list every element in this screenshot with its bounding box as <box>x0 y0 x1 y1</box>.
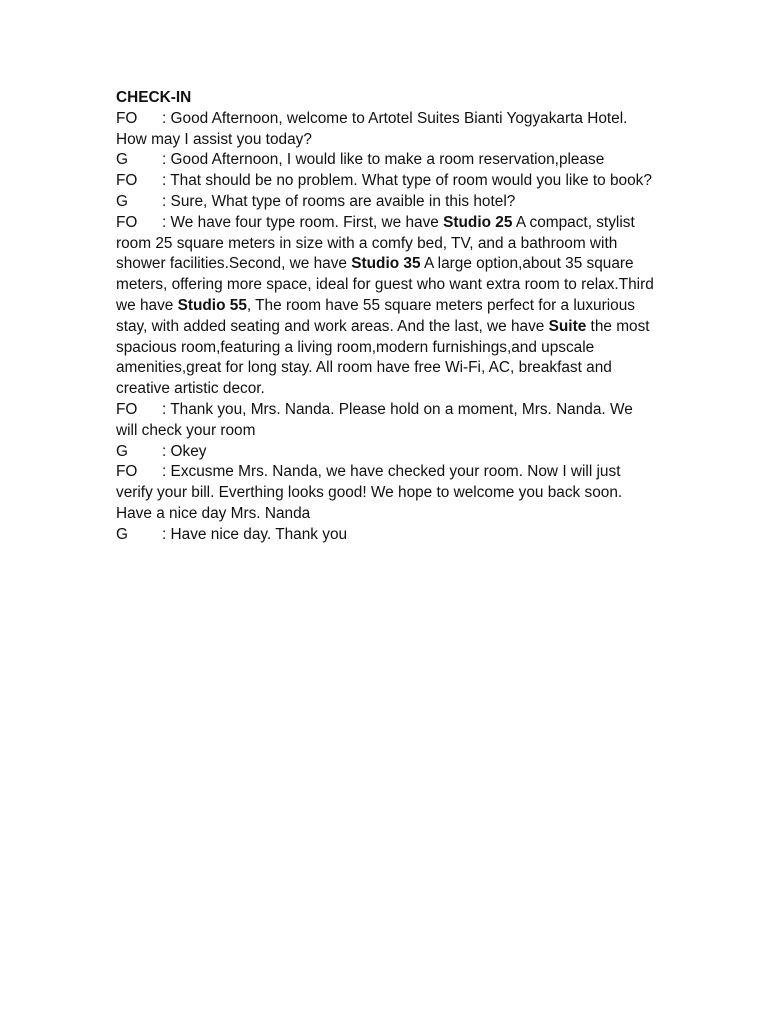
speaker-label: G <box>116 151 128 169</box>
dialogue-text: the most spacious room,featuring a living room,modern furnishings,and upscale amenities,great for long stay. All room have free Wi-Fi, AC, breakfast and creative artistic decor. <box>116 317 650 398</box>
dialogue-text: : Have nice day. Thank you <box>162 525 348 543</box>
speaker-label: G <box>116 442 128 460</box>
document-title: CHECK-IN <box>116 89 192 106</box>
dialogue-text: A large option,about 35 square meters, offering more space, ideal for guest who want extra room to relax.Third we have <box>116 255 654 314</box>
dialogue-text: , The room have 55 square meters perfect for a luxurious stay, with added seating and work areas. And the last, we have <box>116 296 635 335</box>
dialogue-text: : Good Afternoon, I would like to make a room reservation,please <box>162 151 605 169</box>
dialogue-line <box>116 150 656 171</box>
dialogue-line <box>116 525 656 546</box>
dialogue-text: : Good Afternoon, welcome to Artotel Suites Bianti Yogyakarta Hotel. How may I assist you today? <box>116 109 628 148</box>
speaker-label: G <box>116 525 128 543</box>
dialogue-text: : Okey <box>162 442 207 460</box>
dialogue-line <box>116 213 656 400</box>
dialogue-line <box>116 442 656 463</box>
dialogue-text: : Sure, What type of rooms are avaible in this hotel? <box>162 192 516 210</box>
dialogue-text: : Thank you, Mrs. Nanda. Please hold on a moment, Mrs. Nanda. We will check your room <box>116 400 633 439</box>
dialogue-line <box>116 171 656 192</box>
dialogue-line <box>116 192 656 213</box>
speaker-label: FO <box>116 172 138 190</box>
dialogue-text: A compact, stylist room 25 square meters in size with a comfy bed, TV, and a bathroom with shower facilities.Second, we have <box>116 213 635 273</box>
dialogue <box>116 109 656 546</box>
speaker-label: FO <box>116 213 138 231</box>
document-body <box>116 88 656 546</box>
room-type-name: Studio 25 <box>443 213 513 231</box>
speaker-label: FO <box>116 463 138 481</box>
room-type-name: Studio 55 <box>177 296 247 314</box>
room-type-name: Studio 35 <box>351 255 421 273</box>
room-type-name: Suite <box>548 317 587 335</box>
dialogue-text: : We have four type room. First, we have <box>162 213 444 231</box>
speaker-label: G <box>116 192 128 210</box>
dialogue-text: : Excusme Mrs. Nanda, we have checked your room. Now I will just verify your bill. Everthing looks good! We hope to welcome you back soon. Have a nice day Mrs. Nanda <box>116 463 623 522</box>
dialogue-line <box>116 109 656 151</box>
speaker-label: FO <box>116 109 138 127</box>
dialogue-text: : That should be no problem. What type of room would you like to book? <box>162 172 652 190</box>
dialogue-line <box>116 462 656 524</box>
dialogue-line <box>116 400 656 442</box>
speaker-label: FO <box>116 400 138 418</box>
